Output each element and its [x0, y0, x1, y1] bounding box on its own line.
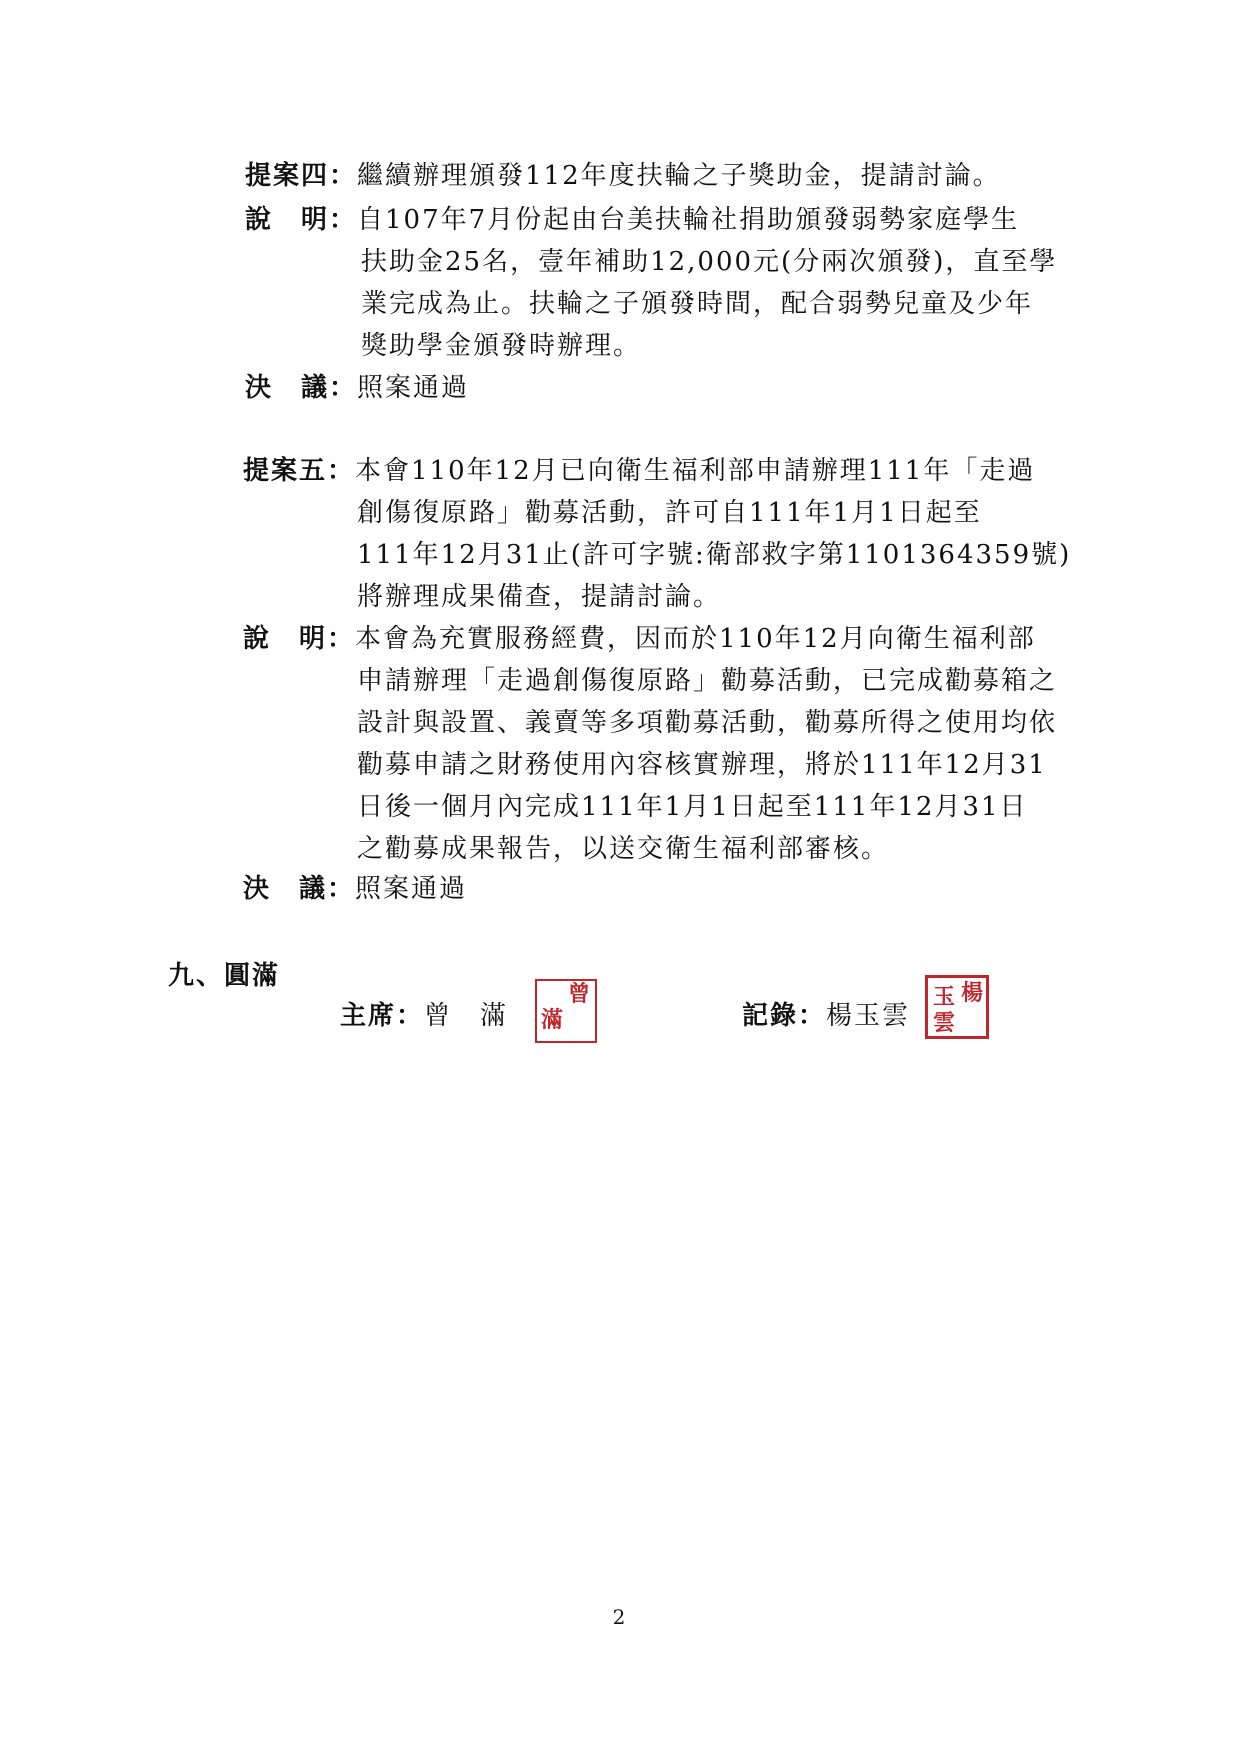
- recorder-name: 楊玉雲: [826, 1001, 911, 1031]
- proposal5-title-line: 創傷復原路」勸募活動，許可自111年1月1日起至: [357, 498, 982, 528]
- recorder-label: 記錄：: [742, 1001, 827, 1031]
- chair-label: 主席：: [340, 1001, 425, 1031]
- proposal5-resolution-text: 照案通過: [355, 874, 468, 904]
- recorder-seal-char: 楊: [961, 980, 984, 1006]
- proposal4-title-label: 提案四：: [245, 161, 358, 191]
- proposal5-title-line: 將辦理成果備查，提請討論。: [357, 582, 722, 612]
- proposal4-title-text: 繼續辦理頒發112年度扶輪之子獎助金，提請討論。: [357, 161, 1001, 191]
- chair-seal: [535, 975, 597, 1043]
- proposal5-title-line: 本會110年12月已向衛生福利部申請辦理111年「走過: [355, 456, 1036, 486]
- proposal5-title-row: [243, 455, 1035, 487]
- recorder-signature: [742, 995, 910, 1032]
- chair-seal-char: 曾: [568, 981, 591, 1007]
- proposal5-resolution-label: 決 議：: [243, 874, 356, 904]
- chair-signature: [340, 995, 508, 1032]
- proposal4-desc-row: [245, 204, 1019, 236]
- proposal4-desc-line: 自107年7月份起由台美扶輪社捐助頒發弱勢家庭學生: [357, 205, 1020, 235]
- proposal4-desc-line: 業完成為止。扶輪之子頒發時間，配合弱勢兒童及少年: [361, 289, 1034, 319]
- recorder-seal-char: 玉: [933, 984, 956, 1010]
- proposal5-desc-line: 之勸募成果報告，以送交衛生福利部審核。: [357, 834, 890, 864]
- proposal4-resolution-row: [245, 372, 469, 404]
- recorder-seal: [925, 975, 989, 1039]
- proposal4-desc-line: 獎助學金頒發時辦理。: [361, 331, 642, 361]
- proposal5-title-line: 111年12月31止(許可字號:衛部救字第1101364359號): [357, 540, 1072, 570]
- proposal4-resolution-label: 決 議：: [245, 373, 358, 403]
- proposal5-desc-line: 申請辦理「走過創傷復原路」勸募活動，已完成勸募箱之: [357, 666, 1058, 696]
- proposal5-title-label: 提案五：: [243, 456, 356, 486]
- proposal5-desc-line: 設計與設置、義賣等多項勸募活動，勸募所得之使用均依: [357, 708, 1058, 738]
- section-9-heading: 九、圓滿: [168, 961, 281, 991]
- recorder-seal-char: 雲: [933, 1010, 956, 1036]
- proposal4-resolution-text: 照案通過: [357, 373, 470, 403]
- proposal5-desc-label: 說 明：: [243, 624, 356, 654]
- proposal4-desc-label: 說 明：: [245, 205, 358, 235]
- chair-name: 曾 滿: [424, 1001, 509, 1031]
- proposal4-desc-line: 扶助金25名，壹年補助12,000元(分兩次頒發)，直至學: [361, 247, 1058, 277]
- proposal5-desc-line: 本會為充實服務經費，因而於110年12月向衛生福利部: [355, 624, 1036, 654]
- page-number: 2: [612, 1605, 626, 1629]
- proposal5-resolution-row: [243, 873, 467, 905]
- proposal5-desc-line: 日後一個月內完成111年1月1日起至111年12月31日: [357, 792, 1028, 822]
- proposal5-desc-row: [243, 623, 1036, 655]
- proposal5-desc-line: 勸募申請之財務使用內容核實辦理，將於111年12月31: [357, 750, 1047, 780]
- proposal4-title-row: [245, 160, 1001, 192]
- chair-seal-char: 滿: [541, 1007, 564, 1033]
